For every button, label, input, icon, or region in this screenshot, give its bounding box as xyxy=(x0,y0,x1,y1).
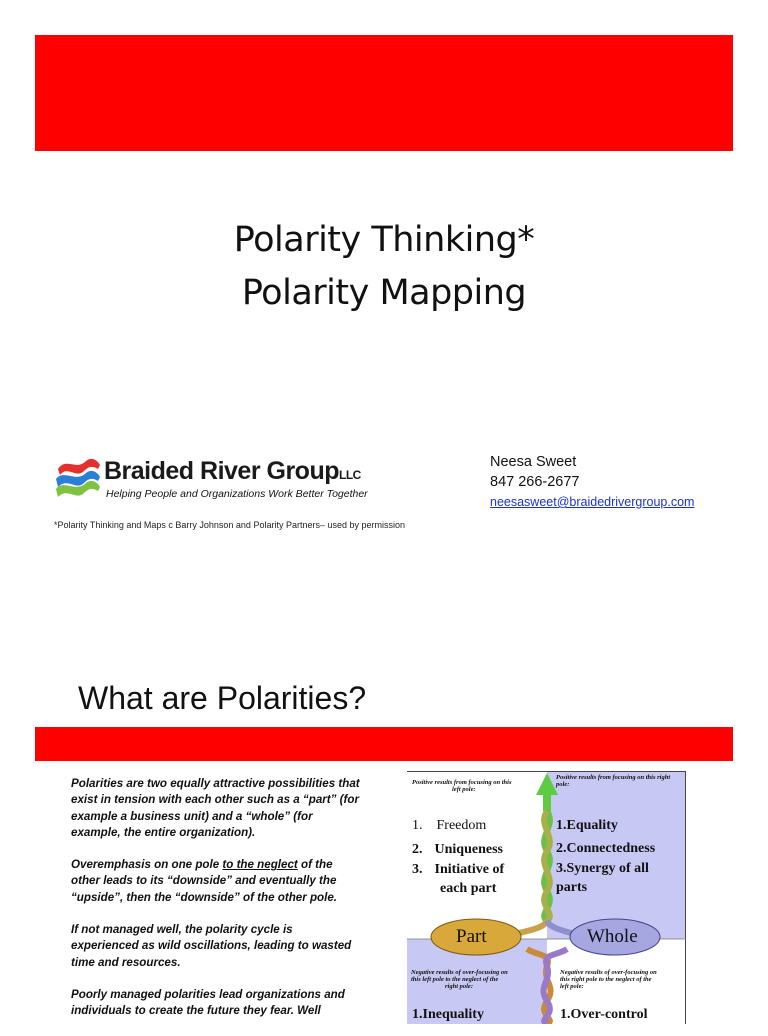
left-item-3: 3. Initiative of xyxy=(412,862,505,877)
paragraph-1: Polarities are two equally attractive possibilities that exist in tension with each other such as a “part” (for example a business unit) and a “whole” (for example, the entire organization). xyxy=(71,777,360,839)
top-red-banner xyxy=(35,35,733,151)
right-item-1: 1.Equality xyxy=(556,818,618,833)
paragraph-2: Overemphasis on one pole to the neglect of the other leads to its “downside” and eventually the “upside”, then the “downside” of the other pole. xyxy=(71,858,338,904)
right-item-2: 2.Connectedness xyxy=(556,841,656,856)
left-downside-item-1: 1.Inequality xyxy=(412,1007,484,1022)
left-upside-note: Positive results from focusing on this left pole: xyxy=(412,779,512,793)
underlined-phrase: to the neglect xyxy=(222,858,298,872)
contact-email-link[interactable]: neesasweet@braidedrivergroup.com xyxy=(490,495,695,509)
left-item-2: 2. Uniqueness xyxy=(412,842,503,857)
permission-note: *Polarity Thinking and Maps c Barry Johnson and Polarity Partners– used by permission xyxy=(54,520,406,530)
slide-title-line-1: Polarity Thinking* xyxy=(233,220,535,260)
right-downside-item-1: 1.Over-control xyxy=(560,1007,648,1022)
slide2-red-banner xyxy=(35,727,733,761)
left-downside-note: Negative results of over-focusing on this left pole to the neglect of the right pole: xyxy=(411,969,508,990)
logo-tagline: Helping People and Organizations Work Better Together xyxy=(106,488,368,500)
right-upside-note: Positive results from focusing on this right pole: xyxy=(556,774,671,788)
slide2-body-text xyxy=(71,776,361,1036)
right-item-3-cont: parts xyxy=(556,880,588,895)
whole-pole-label: Whole xyxy=(587,926,638,947)
right-downside-note: Negative results of over-focusing on this right pole to the neglect of the left pole: xyxy=(560,969,657,990)
logo-wordmark: Braided River GroupLLC xyxy=(104,457,361,485)
polarity-map xyxy=(407,771,686,1024)
contact-phone: 847 266-2677 xyxy=(490,474,580,490)
braided-river-logo-icon xyxy=(54,457,104,501)
left-item-1: 1. Freedom xyxy=(412,818,487,833)
slide-title-line-2: Polarity Mapping xyxy=(241,273,527,313)
right-item-3: 3.Synergy of all xyxy=(556,861,649,876)
braided-river-logo xyxy=(54,457,368,505)
slide2-heading: What are Polarities? xyxy=(78,680,367,716)
contact-block xyxy=(490,452,694,512)
contact-name: Neesa Sweet xyxy=(490,454,577,470)
left-item-3-cont: each part xyxy=(440,881,497,896)
logo-llc-suffix: LLC xyxy=(339,468,361,482)
paragraph-3: If not managed well, the polarity cycle is experienced as wild oscillations, leading to wasted time and resources. xyxy=(71,923,352,969)
paragraph-4: Poorly managed polarities lead organizations and individuals to create the future they fear. Well xyxy=(71,987,345,1018)
part-pole-label: Part xyxy=(456,926,487,947)
